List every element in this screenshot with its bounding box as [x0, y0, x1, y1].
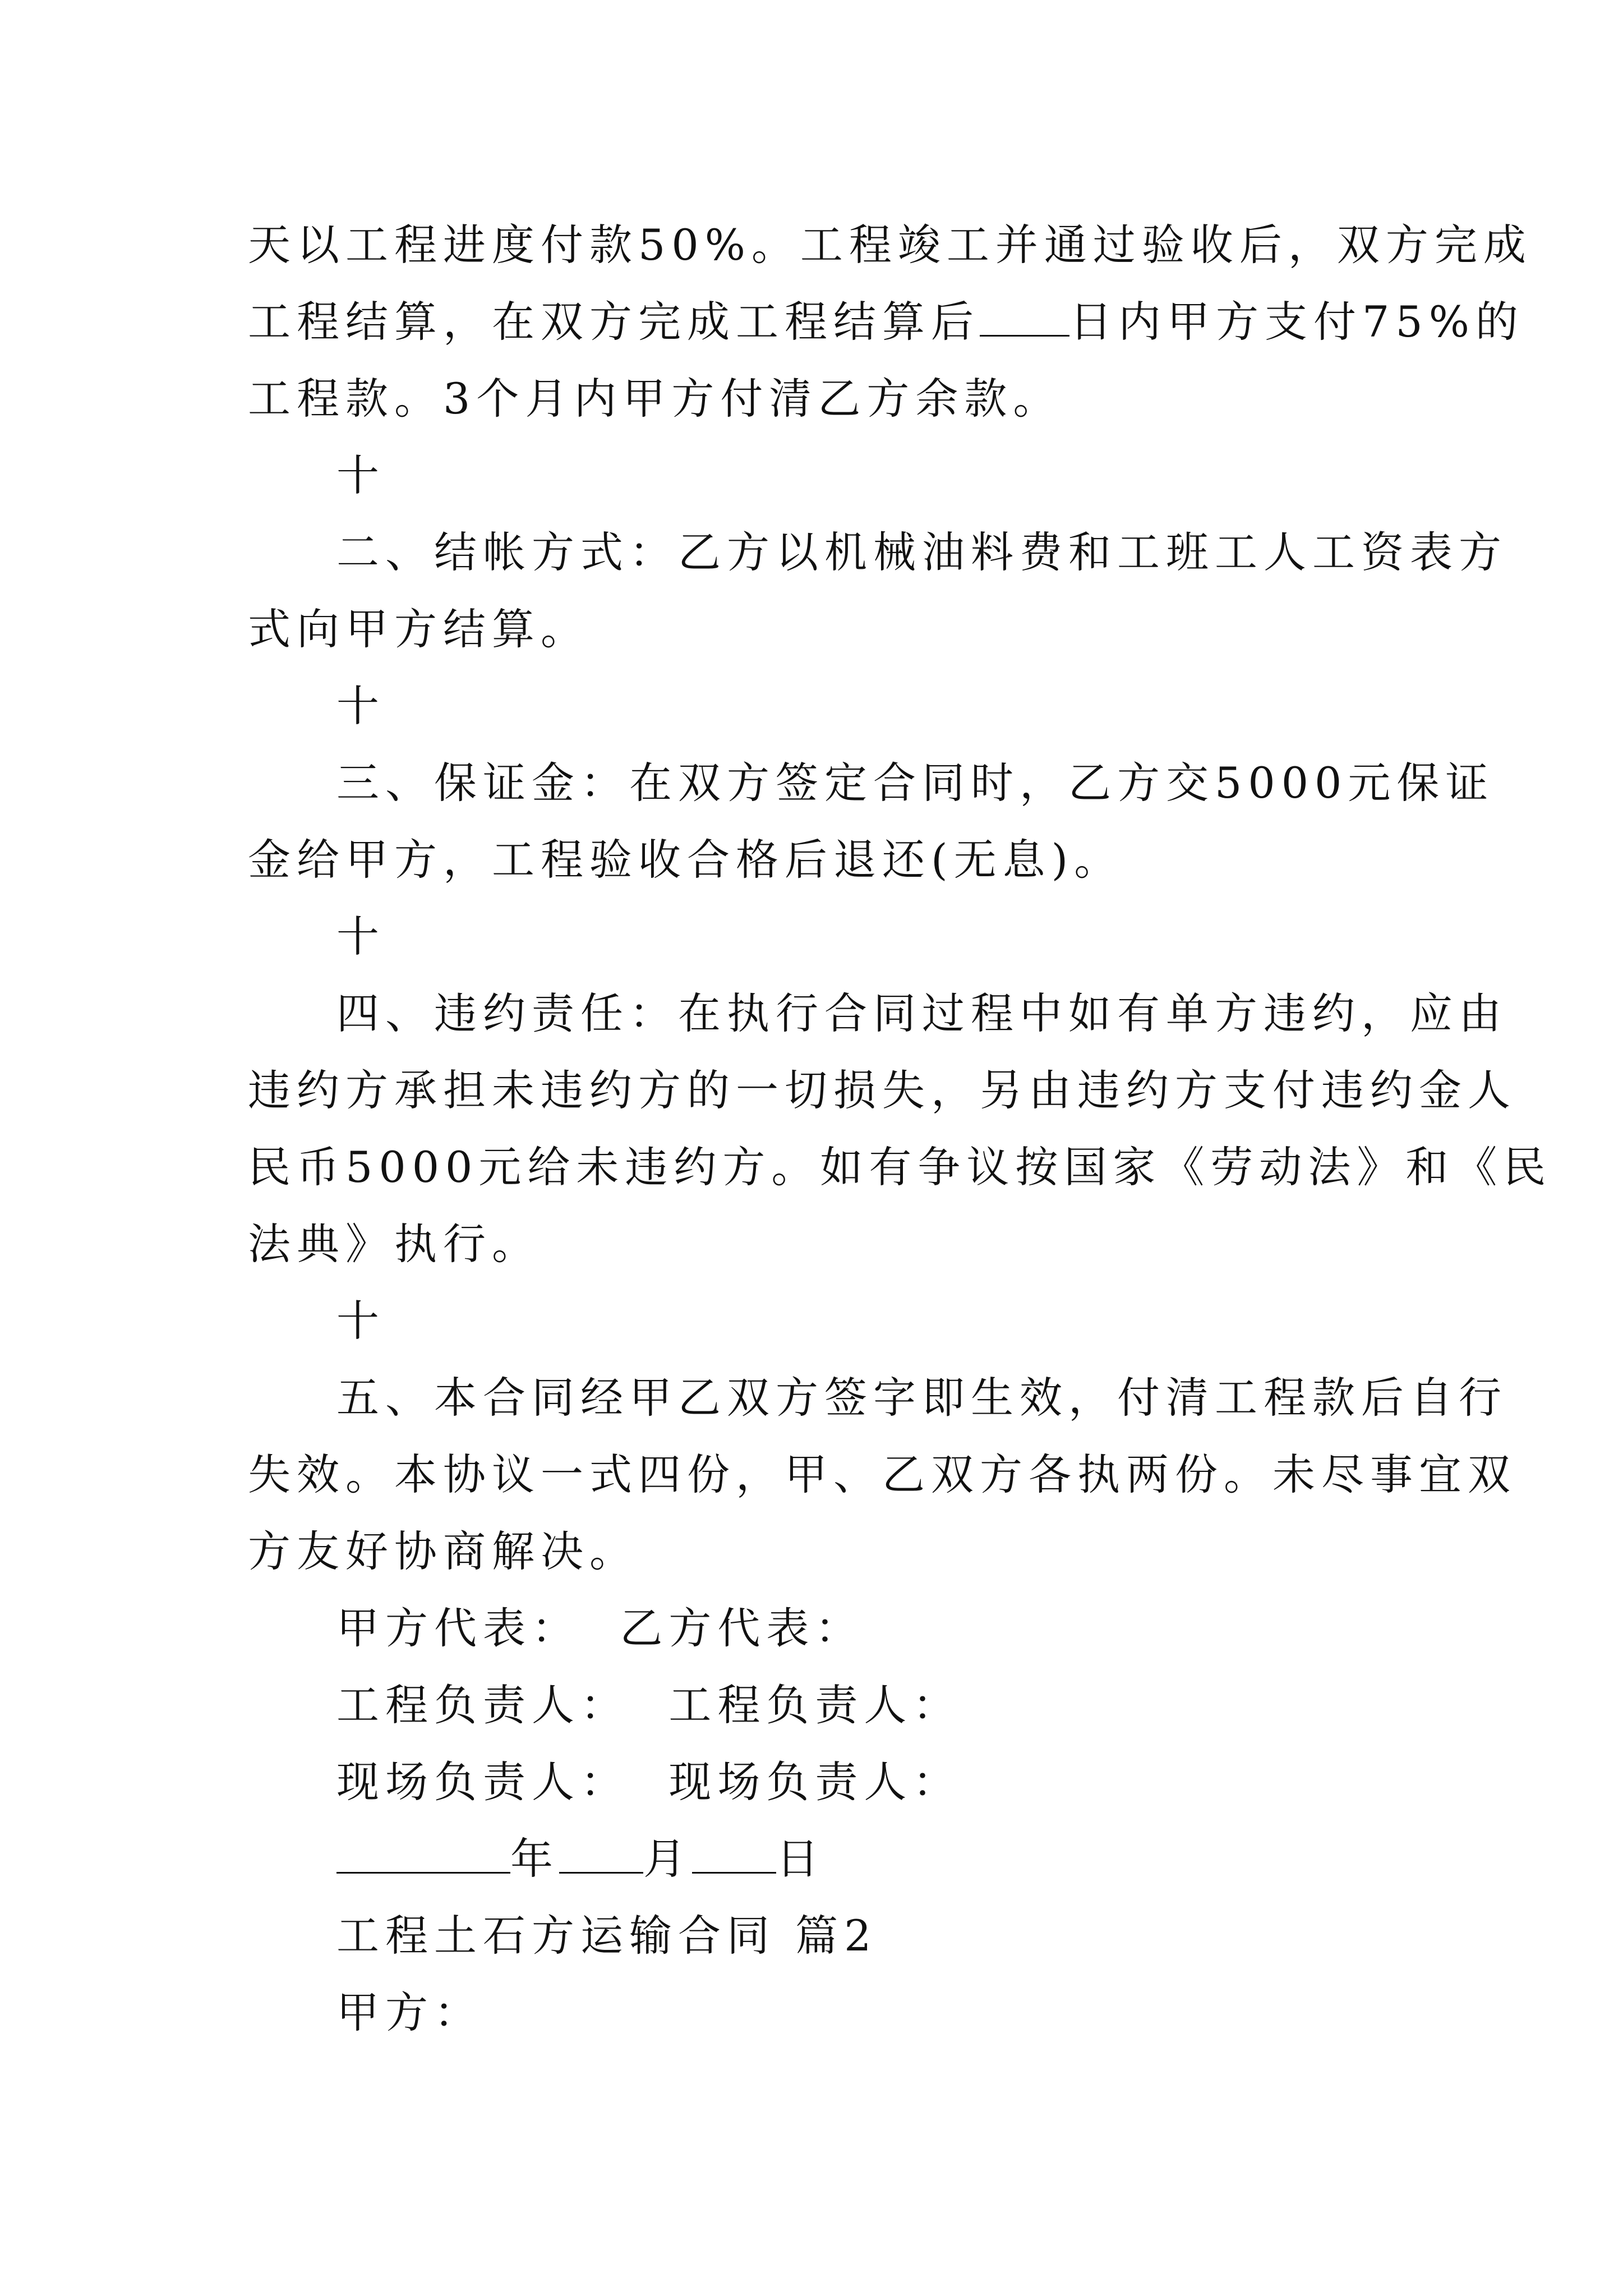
clause-number-ten: 十 [336, 1296, 385, 1346]
clause-14-line-3: 民币5000元给未违约方。如有争议按国家《劳动法》和《民 [248, 1142, 1552, 1192]
date-month-label: 月 [643, 1834, 692, 1884]
signature-site-heads: 现场负责人： 现场负责人： [336, 1757, 962, 1807]
payment-paragraph-line-2 [248, 283, 1524, 360]
next-contract-title: 工程土石方运输合同 篇2 [336, 1911, 878, 1961]
clause-number-ten: 十 [336, 450, 385, 500]
clause-number-ten: 十 [336, 912, 385, 961]
clause-12-line-1: 二、结帐方式：乙方以机械油料费和工班工人工资表方 [336, 527, 1507, 577]
clause-12-line-2: 式向甲方结算。 [248, 604, 589, 654]
clause-14-line-1: 四、违约责任：在执行合同过程中如有单方违约，应由 [336, 988, 1507, 1038]
clause-13-line-1: 三、保证金：在双方签定合同时，乙方交5000元保证 [336, 758, 1495, 808]
blank-days [980, 296, 1069, 337]
blank-month [559, 1833, 643, 1874]
payment-paragraph-line-3: 工程款。3个月内甲方付清乙方余款。 [248, 374, 1062, 424]
clause-15-line-3: 方友好协商解决。 [248, 1526, 638, 1576]
signature-engineering-heads: 工程负责人： 工程负责人： [336, 1680, 962, 1730]
payment-line-2-end: 日内甲方支付75%的 [1069, 297, 1524, 347]
clause-15-line-2: 失效。本协议一式四份，甲、乙双方各执两份。未尽事宜双 [248, 1450, 1516, 1499]
party-a-label: 甲方： [336, 1987, 483, 2037]
payment-line-2-start: 工程结算，在双方完成工程结算后 [248, 297, 980, 347]
blank-day [692, 1833, 776, 1874]
clause-14-line-2: 违约方承担未违约方的一切损失，另由违约方支付违约金人 [248, 1065, 1516, 1115]
payment-paragraph-line-1: 天以工程进度付款50%。工程竣工并通过验收后，双方完成 [248, 220, 1532, 270]
date-year-label: 年 [510, 1834, 559, 1884]
blank-year [336, 1833, 510, 1874]
signature-date-line [336, 1820, 825, 1897]
date-day-label: 日 [776, 1834, 825, 1884]
clause-13-line-2: 金给甲方，工程验收合格后退还(无息)。 [248, 835, 1123, 885]
clause-15-line-1: 五、本合同经甲乙双方签字即生效，付清工程款后自行 [336, 1373, 1507, 1423]
signature-representatives: 甲方代表： 乙方代表： [336, 1603, 864, 1653]
clause-14-line-4: 法典》执行。 [248, 1219, 541, 1269]
clause-number-ten: 十 [336, 681, 385, 731]
